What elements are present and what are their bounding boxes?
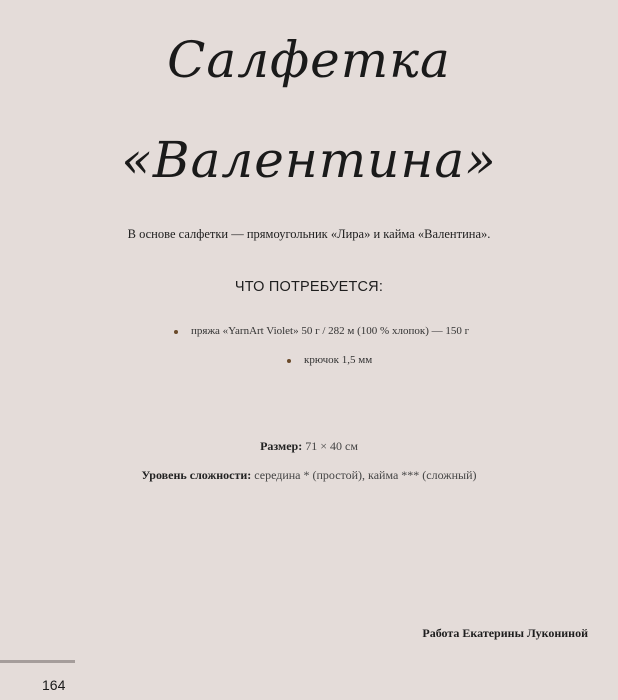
bullet-icon [174,330,178,334]
difficulty-label: Уровень сложности: [141,468,252,482]
requirements-heading: ЧТО ПОТРЕБУЕТСЯ: [234,279,384,295]
material-item-yarn [191,325,469,337]
page-number: 164 [42,677,66,693]
author-credit: Работа Екатерины Лукониной [422,626,588,640]
material-item-hook [304,354,372,366]
title-line-2: «Валентина» [121,131,497,189]
title-line-1: Салфетка [167,31,451,89]
size-value: 71 × 40 см [305,439,358,453]
size-spec [0,439,618,454]
intro-text: В основе салфетки — прямоугольник «Лира» и кайма «Валентина». [127,227,491,241]
size-label: Размер: [260,439,303,453]
difficulty-spec [0,468,618,483]
bullet-icon [287,359,291,363]
material-item-label: пряжа «YarnArt Violet» 50 г / 282 м (100 % хлопок) — 150 г [191,325,470,337]
difficulty-value: середина * (простой), кайма *** (сложный) [254,468,477,482]
material-item-label: крючок 1,5 мм [304,354,373,366]
page-number-rule [0,660,75,663]
